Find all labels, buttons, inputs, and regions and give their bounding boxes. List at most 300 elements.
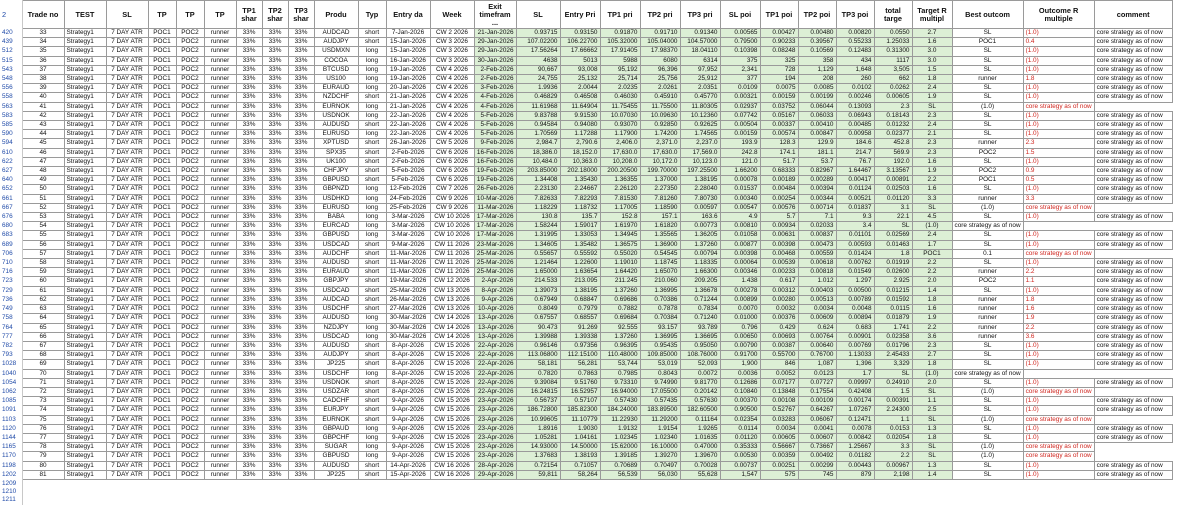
table-cell[interactable]: 0.0102 (836, 84, 874, 93)
table-cell[interactable]: 0.55233 (836, 38, 874, 47)
table-cell[interactable]: 29-Jan-2026 (474, 47, 516, 56)
table-cell[interactable] (1094, 479, 1172, 488)
table-cell[interactable]: 65 (22, 323, 64, 332)
table-cell[interactable]: core strategy as of now (1094, 360, 1172, 369)
table-cell[interactable]: CW 9 2026 (430, 194, 474, 203)
table-cell[interactable]: 7 DAY ATR (106, 231, 148, 240)
table-cell[interactable]: 0.56667 (760, 443, 798, 452)
table-cell[interactable]: 33% (288, 213, 314, 222)
table-cell[interactable]: 1.22600 (560, 259, 600, 268)
table-cell[interactable]: POC1 (148, 406, 176, 415)
table-cell[interactable]: 0.0034 (798, 305, 836, 314)
table-cell[interactable]: (1.0) (952, 387, 1023, 396)
table-cell[interactable]: POC2 (176, 185, 204, 194)
table-cell[interactable]: 7 DAY ATR (106, 111, 148, 120)
table-cell[interactable]: POC1 (148, 360, 176, 369)
table-cell[interactable] (204, 488, 236, 496)
table-cell[interactable]: 0.55700 (760, 351, 798, 360)
table-cell[interactable]: 33% (262, 406, 288, 415)
table-cell[interactable]: 129.9 (798, 139, 836, 148)
table-cell[interactable]: 22-Apr-2026 (474, 341, 516, 350)
table-cell[interactable]: Strategy1 (64, 470, 106, 479)
table-cell[interactable]: 33% (288, 397, 314, 406)
table-cell[interactable]: POC2 (176, 268, 204, 277)
table-cell[interactable]: 7 DAY ATR (106, 461, 148, 470)
table-cell[interactable]: 0.12471 (836, 415, 874, 424)
table-cell[interactable]: 0.00233 (760, 268, 798, 277)
table-cell[interactable]: 9-Apr-2026 (386, 406, 430, 415)
table-cell[interactable]: 1.5 (912, 65, 952, 74)
table-cell[interactable]: 0.02354 (720, 415, 760, 424)
table-cell[interactable]: 21-Jan-2026 (386, 102, 430, 111)
table-cell[interactable]: 33% (262, 203, 288, 212)
table-cell[interactable]: 7.82293 (560, 194, 600, 203)
table-cell[interactable]: USDHKD (314, 194, 358, 203)
table-cell[interactable]: 1.70569 (516, 130, 560, 139)
table-cell[interactable]: 9-Apr-2026 (386, 397, 430, 406)
table-cell[interactable]: SL (952, 406, 1023, 415)
table-cell[interactable]: 7 DAY ATR (106, 121, 148, 130)
table-cell[interactable]: 33% (262, 415, 288, 424)
table-cell[interactable]: Strategy1 (64, 130, 106, 139)
table-cell[interactable]: SL (952, 470, 1023, 479)
table-cell[interactable]: SL (952, 433, 1023, 442)
table-cell[interactable]: 33% (236, 203, 262, 212)
table-cell[interactable]: 7 DAY ATR (106, 286, 148, 295)
table-cell[interactable]: 33% (288, 203, 314, 212)
table-cell[interactable]: runner (204, 176, 236, 185)
table-cell[interactable]: 7 DAY ATR (106, 139, 148, 148)
table-cell[interactable]: runner (952, 305, 1023, 314)
table-cell[interactable]: POC2 (176, 167, 204, 176)
table-cell[interactable]: 19-Mar-2026 (386, 277, 430, 286)
table-cell[interactable]: 15-Jan-2026 (386, 47, 430, 56)
table-cell[interactable]: POC1 (148, 369, 176, 378)
table-cell[interactable] (148, 496, 176, 504)
table-cell[interactable]: 7-Jan-2026 (386, 29, 430, 38)
table-cell[interactable]: POC2 (952, 277, 1023, 286)
table-cell[interactable]: 25,912 (680, 75, 720, 84)
table-cell[interactable]: 22-Apr-2026 (474, 369, 516, 378)
table-cell[interactable]: 7 DAY ATR (106, 65, 148, 74)
table-cell[interactable]: 16.10000 (640, 443, 680, 452)
table-cell[interactable]: 1.8 (912, 295, 952, 304)
table-cell[interactable]: CW 6 2026 (430, 176, 474, 185)
table-cell[interactable]: 33% (236, 176, 262, 185)
table-cell[interactable]: 0.00618 (798, 259, 836, 268)
table-cell[interactable]: 3-Feb-2026 (474, 84, 516, 93)
table-cell[interactable]: 0.39567 (798, 38, 836, 47)
table-cell[interactable]: POC2 (176, 332, 204, 341)
table-cell[interactable]: 0.00299 (798, 461, 836, 470)
table-cell[interactable]: 33% (236, 323, 262, 332)
table-cell[interactable]: SL (912, 203, 952, 212)
table-cell[interactable]: 1.36995 (640, 332, 680, 341)
table-cell[interactable]: 0.95435 (640, 341, 680, 350)
table-cell[interactable]: CW 15 2026 (430, 369, 474, 378)
table-cell[interactable] (430, 479, 474, 488)
table-cell[interactable]: CW 3 2026 (430, 56, 474, 65)
table-cell[interactable]: short (358, 176, 386, 185)
table-cell[interactable]: POC1 (148, 176, 176, 185)
table-cell[interactable]: 2.2 (912, 323, 952, 332)
table-cell[interactable]: 33% (236, 29, 262, 38)
table-cell[interactable]: 1,396 (836, 360, 874, 369)
table-cell[interactable]: 1.7 (836, 369, 874, 378)
table-cell[interactable]: 34 (22, 38, 64, 47)
table-cell[interactable]: 7 DAY ATR (106, 56, 148, 65)
table-cell[interactable]: 1,900 (720, 360, 760, 369)
table-cell[interactable]: Strategy1 (64, 148, 106, 157)
table-cell[interactable]: runner (204, 56, 236, 65)
table-cell[interactable]: 0.00894 (836, 314, 874, 323)
table-cell[interactable]: 0.9 (1023, 167, 1094, 176)
table-cell[interactable]: Strategy1 (64, 139, 106, 148)
table-cell[interactable]: 33% (288, 433, 314, 442)
table-cell[interactable]: core strategy as of now (1094, 378, 1172, 387)
table-cell[interactable]: 0.02937 (720, 102, 760, 111)
table-cell[interactable]: 56,030 (640, 470, 680, 479)
table-cell[interactable]: 33% (262, 38, 288, 47)
table-cell[interactable] (600, 496, 640, 504)
table-cell[interactable]: 33% (236, 75, 262, 84)
table-cell[interactable]: Strategy1 (64, 286, 106, 295)
table-cell[interactable]: 7 DAY ATR (106, 93, 148, 102)
table-cell[interactable]: 25-Mar-2026 (474, 268, 516, 277)
table-cell[interactable]: 45 (22, 139, 64, 148)
table-cell[interactable]: 11.29200 (640, 415, 680, 424)
table-cell[interactable]: 0.00410 (798, 121, 836, 130)
table-cell[interactable]: long (358, 332, 386, 341)
table-cell[interactable]: 2,790.6 (560, 139, 600, 148)
table-cell[interactable]: 0.13848 (760, 387, 798, 396)
table-cell[interactable] (176, 496, 204, 504)
row-number[interactable]: 640 (0, 176, 22, 185)
table-cell[interactable]: SL (952, 341, 1023, 350)
table-cell[interactable]: 33% (262, 139, 288, 148)
table-cell[interactable]: 0.82967 (798, 167, 836, 176)
table-cell[interactable]: 1.34605 (516, 240, 560, 249)
column-header[interactable]: Typ (358, 1, 386, 29)
table-cell[interactable] (288, 496, 314, 504)
table-cell[interactable]: Strategy1 (64, 203, 106, 212)
column-header[interactable]: TP3 shar (288, 1, 314, 29)
table-cell[interactable]: core strategy as of now (1094, 397, 1172, 406)
table-cell[interactable]: 1.34945 (600, 231, 640, 240)
table-cell[interactable]: 33% (262, 29, 288, 38)
table-cell[interactable]: 3.1 (874, 203, 912, 212)
table-cell[interactable]: Strategy1 (64, 360, 106, 369)
table-cell[interactable]: 0.07727 (798, 378, 836, 387)
table-cell[interactable]: 17,630.0 (640, 148, 680, 157)
table-cell[interactable]: SL (952, 240, 1023, 249)
table-cell[interactable]: 33% (288, 148, 314, 157)
table-cell[interactable]: 96,396 (640, 65, 680, 74)
table-cell[interactable]: 7 DAY ATR (106, 249, 148, 258)
table-cell[interactable]: short (358, 470, 386, 479)
table-cell[interactable]: CW 3 2026 (430, 47, 474, 56)
table-cell[interactable]: 43 (22, 121, 64, 130)
table-cell[interactable]: 11-Mar-2026 (386, 268, 430, 277)
table-cell[interactable]: 0.68333 (760, 167, 798, 176)
table-cell[interactable]: 0.00340 (720, 194, 760, 203)
table-cell[interactable]: NZDCHF (314, 93, 358, 102)
table-cell[interactable]: 9.83788 (516, 111, 560, 120)
table-cell[interactable]: (1.0) (1023, 213, 1094, 222)
table-cell[interactable]: 202.18000 (560, 167, 600, 176)
table-cell[interactable]: core strategy as of now (1094, 56, 1172, 65)
table-cell[interactable]: 52,093 (680, 360, 720, 369)
table-cell[interactable]: 377 (720, 75, 760, 84)
table-cell[interactable]: 0.00789 (836, 295, 874, 304)
table-cell[interactable]: CW 15 2026 (430, 387, 474, 396)
table-cell[interactable] (760, 488, 798, 496)
table-cell[interactable]: 33% (236, 167, 262, 176)
table-cell[interactable]: 0.0036 (720, 369, 760, 378)
table-cell[interactable]: (1.0) (1023, 470, 1094, 479)
table-cell[interactable]: 0.00967 (874, 461, 912, 470)
table-cell[interactable] (358, 479, 386, 488)
table-cell[interactable]: 0.00521 (836, 194, 874, 203)
table-cell[interactable]: 1.39270 (640, 452, 680, 461)
table-cell[interactable]: 0.00593 (836, 240, 874, 249)
table-cell[interactable]: POC1 (148, 351, 176, 360)
table-cell[interactable]: 0.52767 (760, 406, 798, 415)
row-number[interactable]: 590 (0, 130, 22, 139)
table-cell[interactable]: CW 10 2026 (430, 213, 474, 222)
table-cell[interactable]: AUDCHF (314, 249, 358, 258)
table-cell[interactable]: SL (912, 452, 952, 461)
table-cell[interactable]: SL (952, 84, 1023, 93)
table-cell[interactable]: POC1 (148, 222, 176, 231)
table-cell[interactable]: 1.34408 (516, 176, 560, 185)
table-cell[interactable]: CW 3 2026 (430, 38, 474, 47)
table-cell[interactable]: 71 (22, 378, 64, 387)
table-cell[interactable]: 0.00398 (760, 240, 798, 249)
table-cell[interactable]: core strategy as of now (1094, 93, 1172, 102)
table-cell[interactable]: 0.90233 (760, 38, 798, 47)
table-cell[interactable]: long (358, 75, 386, 84)
table-cell[interactable]: Strategy1 (64, 259, 106, 268)
table-cell[interactable]: 33% (236, 295, 262, 304)
table-cell[interactable]: POC2 (176, 443, 204, 452)
table-cell[interactable]: 33% (236, 387, 262, 396)
table-cell[interactable] (680, 488, 720, 496)
table-cell[interactable]: 1.04161 (560, 433, 600, 442)
table-cell[interactable] (1094, 496, 1172, 504)
table-cell[interactable]: 7 DAY ATR (106, 369, 148, 378)
table-cell[interactable]: 51.7 (760, 157, 798, 166)
table-cell[interactable]: POC2 (176, 93, 204, 102)
table-cell[interactable]: 1.012 (798, 277, 836, 286)
table-cell[interactable]: short (358, 305, 386, 314)
table-cell[interactable]: 93.157 (640, 323, 680, 332)
table-cell[interactable]: 0.01215 (874, 286, 912, 295)
table-cell[interactable]: core strategy as of now (1023, 102, 1094, 111)
table-cell[interactable]: 662 (874, 75, 912, 84)
table-cell[interactable]: 7 DAY ATR (106, 38, 148, 47)
table-cell[interactable]: 9-Mar-2026 (386, 240, 430, 249)
table-cell[interactable]: 186.72800 (516, 406, 560, 415)
row-number[interactable]: 676 (0, 213, 22, 222)
table-cell[interactable]: POC1 (148, 461, 176, 470)
table-cell[interactable]: 0.46829 (516, 93, 560, 102)
table-cell[interactable]: 1.61820 (640, 222, 680, 231)
table-cell[interactable]: 33% (236, 222, 262, 231)
table-cell[interactable]: 10,123.0 (680, 157, 720, 166)
table-cell[interactable]: short (358, 351, 386, 360)
table-cell[interactable]: runner (204, 157, 236, 166)
table-cell[interactable]: 0.0550 (874, 29, 912, 38)
table-cell[interactable]: runner (204, 93, 236, 102)
table-cell[interactable]: 2.2 (1023, 268, 1094, 277)
table-cell[interactable]: 1.18229 (516, 203, 560, 212)
table-cell[interactable] (952, 479, 1023, 488)
table-cell[interactable]: 0.0109 (720, 84, 760, 93)
row-number[interactable]: 683 (0, 231, 22, 240)
table-cell[interactable]: 9.91530 (560, 111, 600, 120)
table-cell[interactable]: POC2 (176, 194, 204, 203)
table-cell[interactable]: 17.05500 (640, 387, 680, 396)
table-cell[interactable]: runner (204, 433, 236, 442)
table-cell[interactable]: 93.789 (680, 323, 720, 332)
table-cell[interactable]: 33 (22, 29, 64, 38)
table-cell[interactable]: 0.45770 (680, 93, 720, 102)
table-cell[interactable]: (1.0) (1023, 360, 1094, 369)
table-cell[interactable]: 16.94000 (600, 387, 640, 396)
table-cell[interactable]: runner (204, 259, 236, 268)
row-number[interactable]: 652 (0, 185, 22, 194)
table-cell[interactable]: core strategy as of now (1094, 185, 1172, 194)
table-cell[interactable]: CW 14 2026 (430, 323, 474, 332)
table-cell[interactable]: 7 DAY ATR (106, 194, 148, 203)
table-cell[interactable]: CW 10 2026 (430, 231, 474, 240)
table-cell[interactable]: 5-Feb-2026 (386, 176, 430, 185)
table-cell[interactable]: 7 DAY ATR (106, 222, 148, 231)
table-cell[interactable]: 1.19010 (600, 259, 640, 268)
table-cell[interactable]: Strategy1 (64, 29, 106, 38)
table-cell[interactable]: POC1 (148, 268, 176, 277)
table-cell[interactable] (314, 496, 358, 504)
table-cell[interactable]: POC2 (176, 102, 204, 111)
table-cell[interactable]: 33% (236, 360, 262, 369)
table-cell[interactable] (952, 496, 1023, 504)
table-cell[interactable]: 1.25667 (836, 443, 874, 452)
table-cell[interactable]: runner (204, 121, 236, 130)
table-cell[interactable] (836, 479, 874, 488)
table-cell[interactable]: 1.66300 (680, 268, 720, 277)
table-cell[interactable]: 1.36205 (680, 231, 720, 240)
table-cell[interactable]: runner (204, 470, 236, 479)
table-cell[interactable]: 0.8049 (516, 305, 560, 314)
table-cell[interactable]: POC1 (148, 29, 176, 38)
row-number[interactable]: 706 (0, 249, 22, 258)
table-cell[interactable]: 44 (22, 130, 64, 139)
table-cell[interactable]: POC1 (148, 424, 176, 433)
table-cell[interactable]: runner (204, 231, 236, 240)
table-cell[interactable]: 21-Jan-2026 (474, 29, 516, 38)
table-cell[interactable]: 54 (22, 222, 64, 231)
table-cell[interactable]: 0.00312 (760, 286, 798, 295)
table-cell[interactable] (474, 488, 516, 496)
table-cell[interactable]: 33% (262, 167, 288, 176)
table-cell[interactable] (720, 479, 760, 488)
table-cell[interactable]: GBPNZD (314, 185, 358, 194)
table-cell[interactable]: 0.0123 (798, 369, 836, 378)
table-cell[interactable]: 7 DAY ATR (106, 148, 148, 157)
column-header[interactable]: Week (430, 1, 474, 29)
table-cell[interactable]: 8-Apr-2026 (474, 286, 516, 295)
table-cell[interactable]: 1.39185 (600, 452, 640, 461)
table-cell[interactable]: 33% (288, 249, 314, 258)
table-cell[interactable]: 63 (22, 305, 64, 314)
table-cell[interactable]: CW 11 2026 (430, 240, 474, 249)
table-cell[interactable]: 2.0261 (640, 84, 680, 93)
table-cell[interactable]: 10,172.0 (640, 157, 680, 166)
table-cell[interactable]: 3.6 (912, 332, 952, 341)
table-cell[interactable]: 23-Apr-2026 (474, 397, 516, 406)
row-number[interactable]: 782 (0, 341, 22, 350)
table-cell[interactable]: POC1 (148, 286, 176, 295)
table-cell[interactable]: 1.35565 (640, 231, 680, 240)
table-cell[interactable]: GBPJPY (314, 277, 358, 286)
table-cell[interactable]: runner (204, 424, 236, 433)
table-cell[interactable]: 2-Feb-2026 (474, 65, 516, 74)
row-number[interactable]: 543 (0, 65, 22, 74)
table-cell[interactable]: 1.58244 (516, 222, 560, 231)
table-cell[interactable]: SL (952, 65, 1023, 74)
table-cell[interactable]: SUGAR (314, 443, 358, 452)
table-cell[interactable]: short (358, 461, 386, 470)
table-cell[interactable]: runner (204, 47, 236, 56)
table-cell[interactable]: CW 15 2026 (430, 360, 474, 369)
table-cell[interactable]: core strategy as of now (1094, 167, 1172, 176)
table-cell[interactable]: 0.07742 (720, 111, 760, 120)
table-cell[interactable]: 77 (22, 433, 64, 442)
table-cell[interactable]: runner (204, 75, 236, 84)
table-cell[interactable]: runner (204, 443, 236, 452)
table-cell[interactable]: 16-Feb-2026 (474, 157, 516, 166)
table-cell[interactable]: 66 (22, 332, 64, 341)
table-cell[interactable]: 33% (262, 93, 288, 102)
table-cell[interactable] (22, 488, 64, 496)
row-number[interactable]: 1209 (0, 479, 22, 488)
table-cell[interactable]: (1.0) (1023, 378, 1094, 387)
table-cell[interactable]: POC1 (148, 93, 176, 102)
table-cell[interactable]: Strategy1 (64, 111, 106, 120)
table-cell[interactable]: 0.7882 (600, 305, 640, 314)
table-cell[interactable]: POC2 (176, 157, 204, 166)
table-cell[interactable]: 33% (262, 148, 288, 157)
table-cell[interactable]: 1117 (874, 56, 912, 65)
table-cell[interactable]: 73 (22, 397, 64, 406)
table-cell[interactable]: 33% (236, 443, 262, 452)
table-cell[interactable]: POC2 (176, 415, 204, 424)
table-cell[interactable]: long (358, 222, 386, 231)
table-cell[interactable]: short (358, 406, 386, 415)
table-cell[interactable]: POC1 (148, 415, 176, 424)
table-cell[interactable]: CW 4 2026 (430, 130, 474, 139)
table-cell[interactable]: 33% (236, 314, 262, 323)
table-cell[interactable]: 1.8 (912, 433, 952, 442)
table-cell[interactable]: 33% (236, 157, 262, 166)
table-cell[interactable]: 3,505 (874, 65, 912, 74)
table-cell[interactable]: (1.0) (952, 415, 1023, 424)
table-cell[interactable]: 209.205 (680, 277, 720, 286)
table-cell[interactable]: 33% (262, 351, 288, 360)
table-cell[interactable]: 1.8 (1023, 75, 1094, 84)
table-cell[interactable]: AUDJPY (314, 38, 358, 47)
